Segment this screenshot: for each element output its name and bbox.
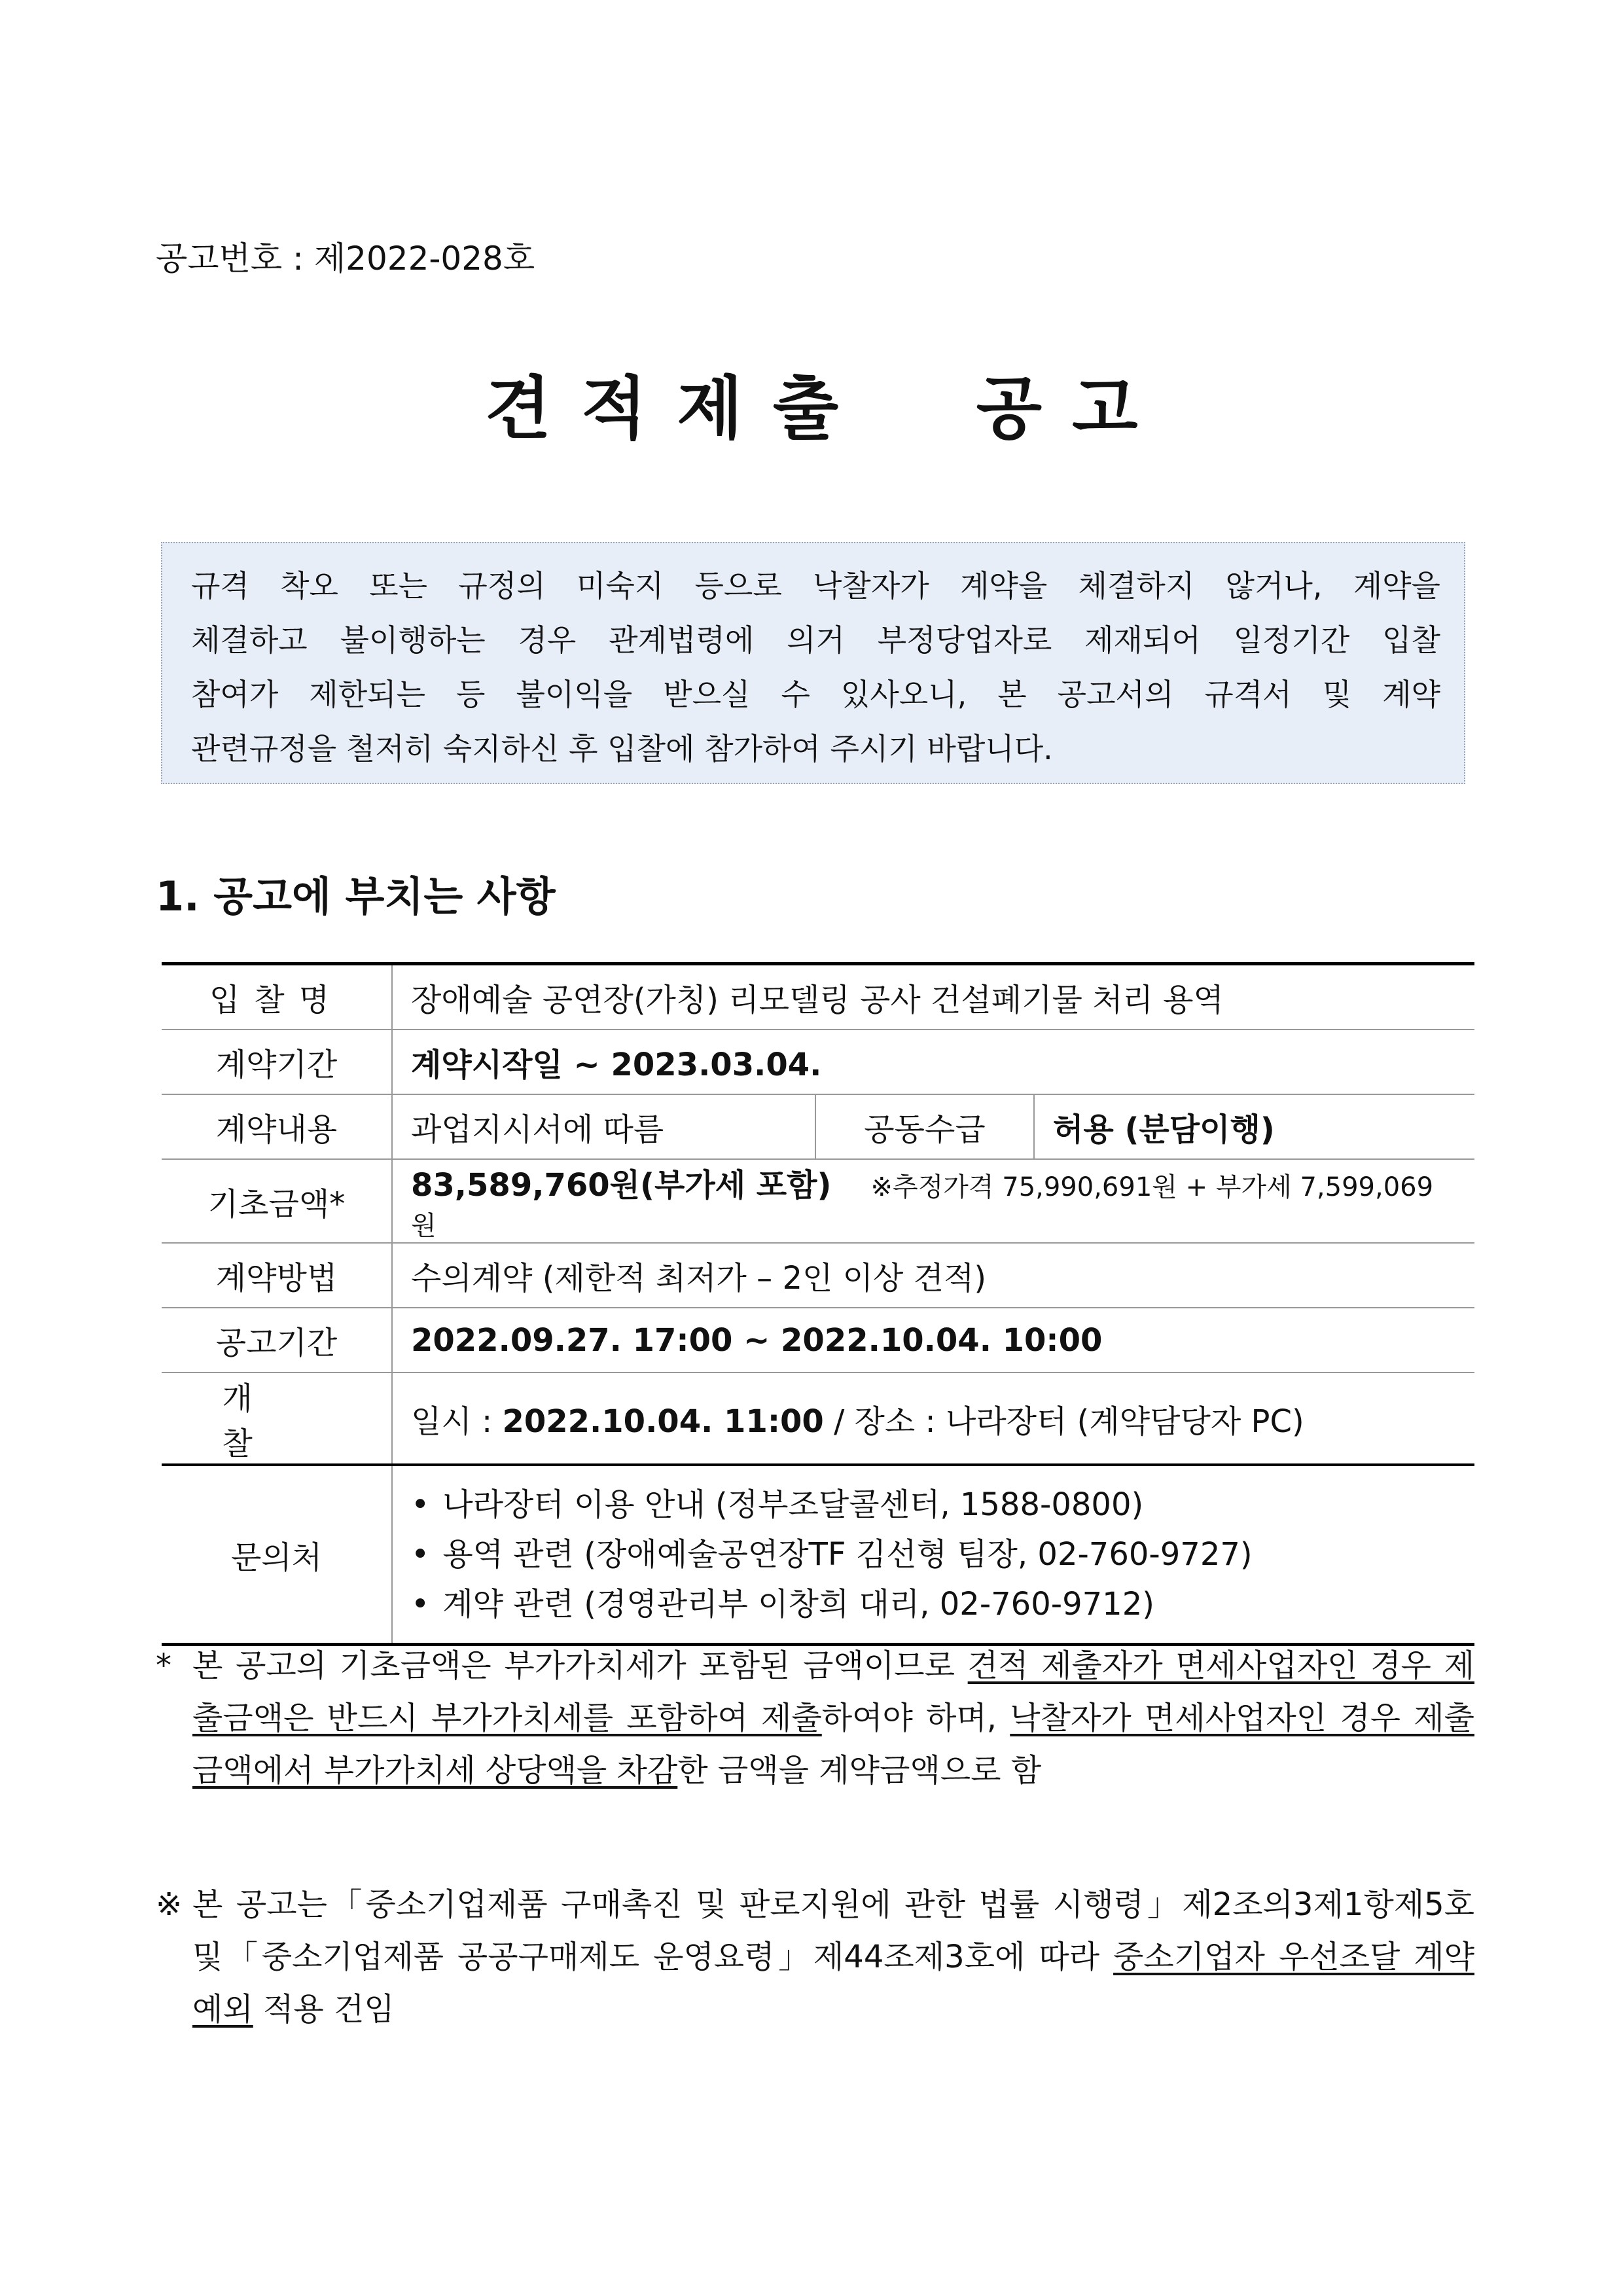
contract-content-value: 과업지시서에 따름 [392, 1094, 815, 1159]
footnote-text: 한 금액을 계약금액으로 함 [677, 1752, 1042, 1789]
contact-cell [392, 1465, 1474, 1645]
list-item: • 계약 관련 (경영관리부 이창희 대리, 02-760-9712) [411, 1579, 1456, 1629]
opening-cell [392, 1372, 1474, 1465]
warning-box [161, 542, 1465, 784]
footnote-underlined-text: 견적 제출자가 면세사업자인 경우 제출금액은 반드시 부가가치세를 포함하여 제출 [192, 1647, 1474, 1736]
opening-label: 개찰 [162, 1372, 392, 1465]
notice-period-label: 공고기간 [162, 1308, 392, 1372]
warning-line: 체결하고 불이행하는 경우 관계법령에 의거 부정당업자로 제재되어 일정기간 입찰 [191, 622, 1440, 658]
list-item: • 용역 관련 (장애예술공연장TF 김선형 팀장, 02-760-9727) [411, 1530, 1456, 1579]
warning-line: 참여가 제한되는 등 불이익을 받으실 수 있사오니, 본 공고서의 규격서 및 계약 [191, 677, 1440, 712]
table-row [162, 1094, 1474, 1159]
page-title [0, 353, 1623, 452]
footnote-body [192, 1878, 1474, 2036]
footnote-underlined-text: 중소기업자 우선조달 계약 예외 [192, 1939, 1474, 2028]
footnote-text: 본 공고는「중소기업제품 구매촉진 및 판로지원에 관한 법률 시행령」제2조의3제1항제5호 및「중소기업제품 공공구매제도 운영요령」제44조제3호에 따라 [192, 1886, 1474, 1975]
base-amount-cell [392, 1159, 1474, 1243]
list-item: • 나라장터 이용 안내 (정부조달콜센터, 1588-0800) [411, 1480, 1456, 1530]
footnote-mark: ※ [156, 1886, 183, 1923]
warning-line: 관련규정을 철저히 숙지하신 후 입찰에 참가하여 주시기 바랍니다. [191, 731, 1053, 766]
contract-period-label: 계약기간 [162, 1030, 392, 1094]
footnote-text: 하여야 하며, [821, 1700, 1010, 1736]
contract-method-value: 수의계약 (제한적 최저가 – 2인 이상 견적) [392, 1243, 1474, 1308]
joint-supply-value: 허용 (분담이행) [1034, 1094, 1474, 1159]
base-amount-value: 83,589,760원(부가세 포함) [411, 1167, 832, 1204]
table-row [162, 964, 1474, 1030]
contract-content-label: 계약내용 [162, 1094, 392, 1159]
table-row [162, 1243, 1474, 1308]
contact-list [411, 1480, 1456, 1629]
footnote-sme [156, 1878, 1474, 2036]
opening-datetime: 2022.10.04. 11:00 [502, 1403, 824, 1440]
table-row [162, 1372, 1474, 1465]
opening-prefix: 일시 : [411, 1403, 503, 1440]
title-part-1: 견적제출 [485, 368, 869, 448]
notice-period-value: 2022.09.27. 17:00 ~ 2022.10.04. 10:00 [392, 1308, 1474, 1372]
opening-suffix: / 장소 : 나라장터 (계약담당자 PC) [823, 1403, 1304, 1440]
contract-method-label: 계약방법 [162, 1243, 392, 1308]
footnote-vat [156, 1640, 1474, 1797]
footnote-text: 본 공고의 기초금액은 부가가치세가 포함된 금액이므로 [192, 1647, 968, 1684]
bid-name-value: 장애예술 공연장(가칭) 리모델링 공사 건설폐기물 처리 용역 [392, 964, 1474, 1030]
warning-line: 규격 착오 또는 규정의 미숙지 등으로 낙찰자가 계약을 체결하지 않거나, 계약을 [191, 568, 1440, 603]
notice-number: 공고번호 : 제2022-028호 [156, 240, 535, 278]
notice-info-table [162, 962, 1474, 1646]
table-row [162, 1465, 1474, 1645]
joint-supply-label: 공동수급 [815, 1094, 1034, 1159]
footnote-text: 적용 건임 [253, 1991, 395, 2028]
section-1-title: 1. 공고에 부치는 사항 [156, 872, 556, 920]
table-row [162, 1159, 1474, 1243]
footnote-body [192, 1640, 1474, 1797]
estimated-price-note: ※추정가격 75,990,691원 + 부가세 7,599,069원 [411, 1172, 1434, 1241]
contract-period-value: 계약시작일 ~ 2023.03.04. [392, 1030, 1474, 1094]
footnote-mark: * [156, 1647, 171, 1684]
footnote-underlined-text: 낙찰자가 면세사업자인 경우 제출금액에서 부가가치세 상당액을 차감 [192, 1700, 1474, 1789]
contact-label: 문의처 [162, 1465, 392, 1645]
table-row [162, 1030, 1474, 1094]
base-amount-label: 기초금액* [162, 1159, 392, 1243]
bid-name-label: 입찰명 [162, 964, 392, 1030]
table-row [162, 1308, 1474, 1372]
title-part-2: 공고 [976, 368, 1168, 448]
